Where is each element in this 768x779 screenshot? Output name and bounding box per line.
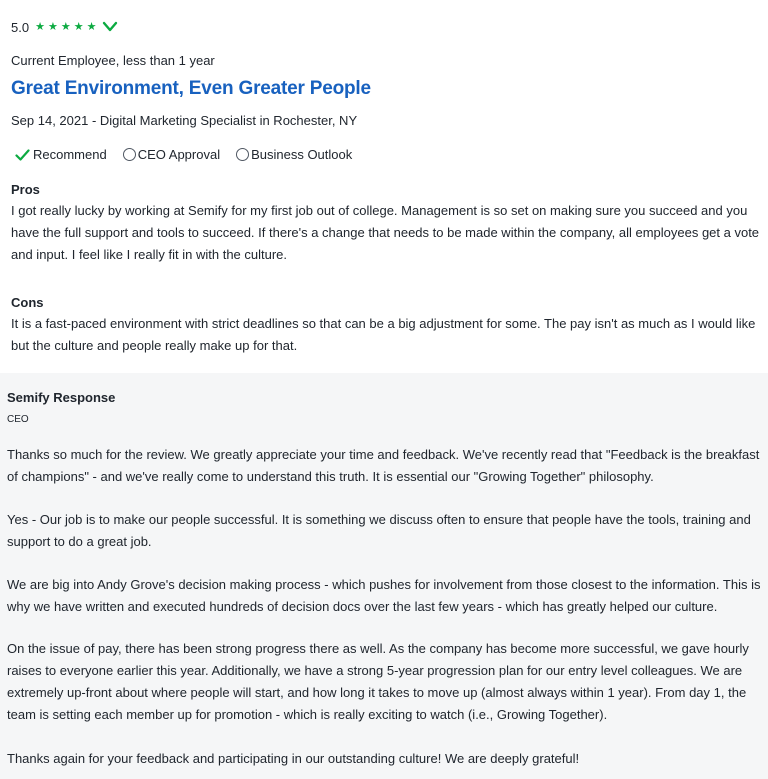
star-rating [35,22,96,33]
recommend-flag [15,147,107,162]
response-role: CEO [7,414,29,425]
chevron-down-icon[interactable] [102,21,118,33]
recommend-label: Recommend [33,147,107,162]
star-icon: ★ [47,20,58,33]
review-flags [15,147,368,162]
employee-status: Current Employee, less than 1 year [11,53,215,68]
pros-text: I got really lucky by working at Semify for my first job out of college. Management is so set on making sure you succeed and you have the full support and tools to succeed. If there's a change that needs to be made within the company, all employees get a vote and input. I feel like I really fit in with the culture. [11,203,760,262]
ceo-approval-flag [123,147,220,162]
review-meta: Sep 14, 2021 - Digital Marketing Specialist in Rochester, NY [11,113,358,128]
response-paragraph: On the issue of pay, there has been strong progress there as well. As the company has become more successful, we gave hourly raises to everyone earlier this year. Additionally, we have a strong 5-year progression plan for our entry level colleagues. We are extremely up-front about where people will start, and how long it takes to move up (almost always within 1 year). From day 1, the team is setting each member up for promotion - which is really exciting to watch (i.e., Growing Together). [7,641,749,722]
circle-icon [123,148,136,161]
response-paragraph: We are big into Andy Grove's decision making process - which pushes for involvement from those closest to the information. This is why we have written and executed hundreds of decision docs over the last few years - which has greatly helped our culture. [7,577,761,614]
response-heading: Semify Response [7,390,116,405]
pros-heading: Pros [11,182,40,197]
response-paragraph: Thanks so much for the review. We greatly appreciate your time and feedback. We've recently read that "Feedback is the breakfast of champions" - and we've really come to understand this truth. It is essential our "Growing Together" philosophy. [7,447,760,484]
cons-heading: Cons [11,295,44,310]
rating-value: 5.0 [11,19,30,35]
response-paragraph: Yes - Our job is to make our people successful. It is something we discuss often to ensure that people have the tools, training and support to do a great job. [7,512,751,549]
ceo-approval-label: CEO Approval [137,147,221,162]
star-icon: ★ [86,20,97,33]
star-icon: ★ [60,20,71,33]
review-title[interactable]: Great Environment, Even Greater People [11,78,371,99]
response-paragraph: Thanks again for your feedback and participating in our outstanding culture! We are deeply grateful! [7,751,580,766]
rating-row [11,17,118,37]
business-outlook-flag [236,147,352,162]
star-icon: ★ [35,20,45,33]
circle-icon [236,148,249,161]
employer-response [0,373,768,779]
business-outlook-label: Business Outlook [251,147,353,162]
cons-text: It is a fast-paced environment with strict deadlines so that can be a big adjustment for some. The pay isn't as much as I would like but the culture and people really make up for that. [11,316,756,353]
check-icon [15,149,30,161]
star-icon: ★ [73,20,84,33]
